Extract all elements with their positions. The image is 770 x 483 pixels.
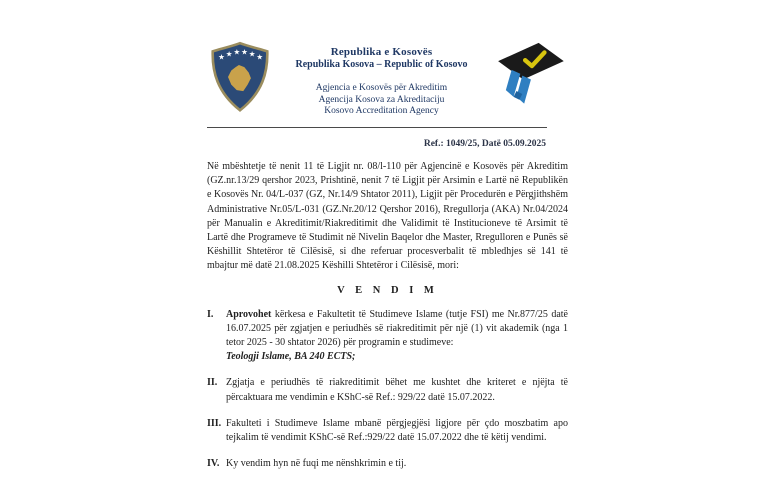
graduation-cap-logo-icon: [490, 38, 568, 120]
item-numeral: II.: [207, 377, 218, 389]
reference-line: Ref.: 1049/25, Datë 05.09.2025: [423, 139, 546, 149]
letterhead-titles: [273, 38, 490, 118]
item-text: Ky vendim hyn në fuqi me nënshkrimin e tij.: [226, 458, 407, 470]
svg-text:★: ★: [256, 52, 264, 62]
state-title-translations: Republika Kosova – Republic of Kosovo: [295, 59, 468, 70]
item-text: kërkesa e Fakultetit të Studimeve Islame (tutje FSI) me Nr.877/25 datë 16.07.2025 për zgjatjen e periudhës së riakreditimit për një (1) vit akademik (nga 1 tetor 2025 - 30 shtator 2026) për programin e studimeve:: [226, 308, 568, 349]
decision-item-2: [207, 376, 568, 404]
agency-name-serbian: Agencija Kosova za Akreditaciju: [318, 94, 445, 105]
svg-text:★: ★: [248, 49, 256, 59]
letterhead: [207, 38, 568, 126]
item-text: Fakulteti i Studimeve Islame mbanë përgjegjësi ligjore për çdo moszbatim apo tejkalim të vendimit KShC-së Ref.:929/22 datë 15.07.2022 dhe të këtij vendimi.: [226, 417, 568, 444]
item-text: Zgjatja e periudhës të riakreditimit bëhet me kushtet dhe kriteret e njëjta të përcaktuara me vendimin e KShC-së Ref.: 929/22 datë 15.07.2022.: [226, 377, 568, 403]
program-name: Teologji Islame, BA 240 ECTS;: [226, 351, 356, 363]
svg-text:★: ★: [225, 49, 233, 59]
item-numeral: IV.: [207, 458, 220, 470]
decision-document: [207, 38, 568, 483]
agency-name-albanian: Agjencia e Kosovës për Akreditim: [315, 83, 448, 93]
kosovo-coat-of-arms-icon: [207, 41, 273, 113]
preamble-paragraph: Në mbështetje të nenit 11 të Ligjit nr. 08/l-110 për Agjencinë e Kosovës për Akreditim (GZ.nr.13/29 qershor 2023, Prishtinë, nenit 7 të Ligjit për Arsimin e Lartë në Republikën e Kosovës Nr. 04/L-037 (GZ, Nr.14/9 Shtator 2011), Ligjit për Procedurën e Përgjithshëm Administrative Nr.05/L-031 (GZ.Nr.20/12 Qershor 2016), Rregullorja (AKA) Nr.04/2024 për Manualin e Akreditimit/Riakreditimit dhe Validimit të Institucioneve të Arsimit të Lartë dhe Programeve të Studimit në Nivelin Baqelor dhe Master, Rregulloren e Punës së Këshillit Shtetëror të Cilësisë, si dhe referuar procesverbalit të mbledhjes së 141 të mbajtur më datë 21.08.2025 Këshilli Shtetëror i Cilësisë, mori:: [207, 161, 568, 272]
svg-text:★: ★: [218, 52, 226, 62]
agency-name-block: [273, 83, 490, 118]
header-divider: [207, 127, 547, 128]
agency-name-english: Kosovo Accreditation Agency: [324, 106, 439, 116]
decision-items: [207, 308, 568, 472]
decision-heading: V E N D I M: [337, 284, 438, 296]
decision-item-1: [207, 308, 568, 365]
item-numeral: III.: [207, 417, 222, 429]
state-title-albanian: Republika e Kosovës: [330, 46, 433, 58]
item-lead-word: Aprovohet: [226, 308, 272, 320]
decision-item-3: [207, 417, 568, 445]
item-body: [226, 308, 568, 365]
item-numeral: I.: [207, 308, 214, 320]
svg-text:★: ★: [233, 47, 241, 57]
svg-text:★: ★: [241, 47, 248, 57]
decision-item-4: [207, 457, 568, 471]
